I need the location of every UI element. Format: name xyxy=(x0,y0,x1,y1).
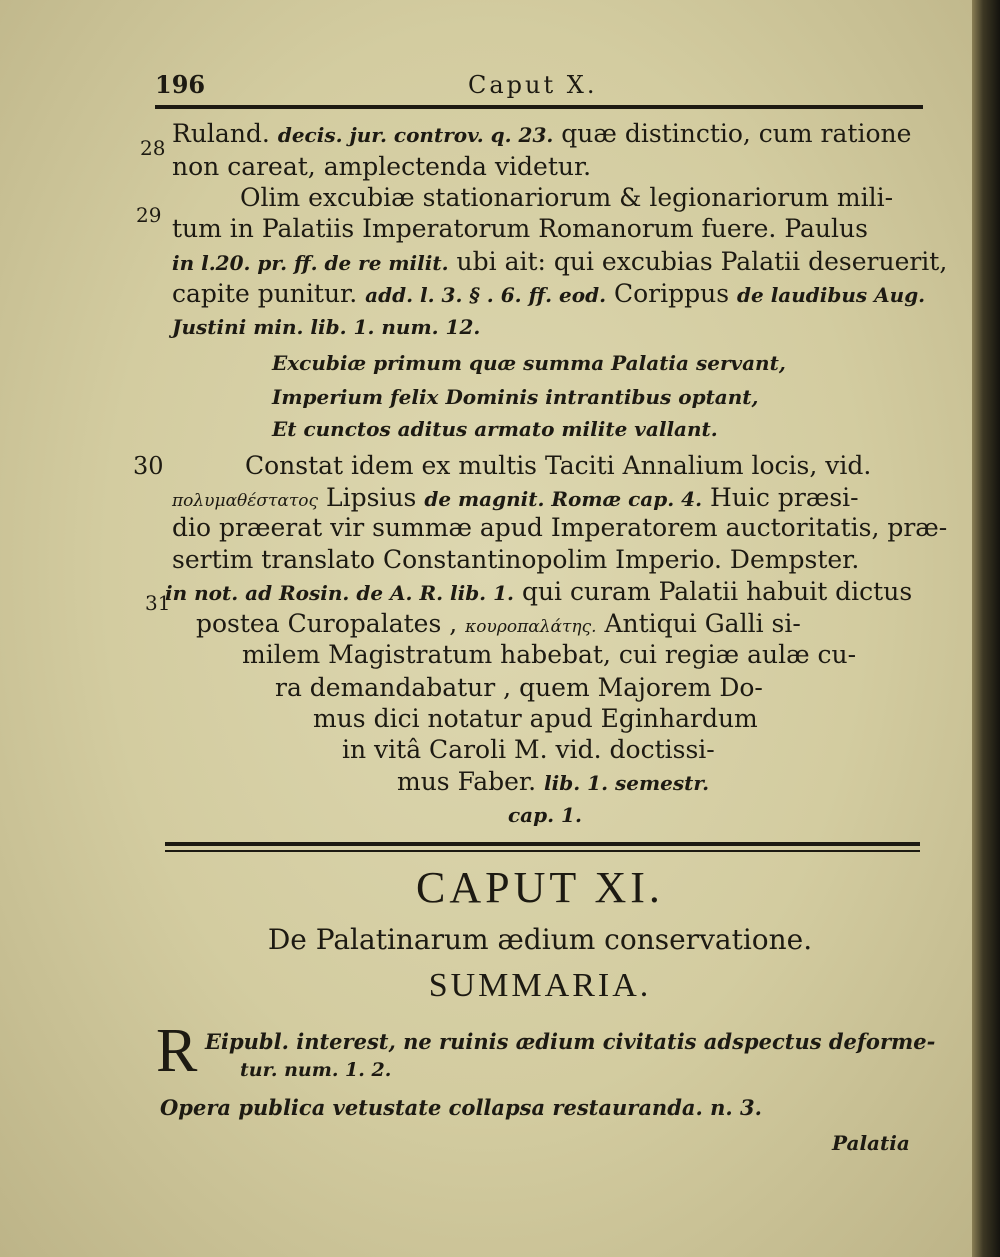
catchword: Palatia xyxy=(832,1131,910,1155)
chapter-rule xyxy=(165,842,920,846)
margin-number-29: 29 xyxy=(136,203,162,227)
margin-number-28: 28 xyxy=(140,136,166,160)
greek-word: πολυμαθέστατος xyxy=(172,491,319,511)
note30-line2 xyxy=(172,483,859,516)
text: quæ distinctio, cum ratione xyxy=(561,119,912,148)
note30-line10: in vitâ Caroli M. vid. doctissi- xyxy=(342,735,715,764)
note30-line4: sertim translato Constantinopolim Imperio. Dempster. xyxy=(172,545,860,574)
citation: add. l. 3. § . 6. ff. eod. xyxy=(365,283,607,307)
note30-line12: cap. 1. xyxy=(508,803,582,827)
book-gutter xyxy=(972,0,1000,1257)
note29-line3 xyxy=(172,247,947,278)
chapter-title: CAPUT XI. xyxy=(416,863,664,912)
running-title: Caput X. xyxy=(468,71,598,99)
text: Lipsius xyxy=(326,483,417,512)
margin-number-30: 30 xyxy=(133,452,164,480)
text: mus Faber. xyxy=(397,767,537,796)
verse-line-3: Et cunctos aditus armato milite vallant. xyxy=(272,417,718,441)
verse-line-2: Imperium felix Dominis intrantibus optant, xyxy=(272,385,759,409)
summary-item-2: Opera publica vetustate collapsa restauranda. n. 3. xyxy=(160,1095,762,1120)
text: Antiqui Galli si- xyxy=(604,609,801,638)
note30-line8: ra demandabatur , quem Majorem Do- xyxy=(275,673,763,702)
note30-line7: milem Magistratum habebat, cui regiæ aulæ cu- xyxy=(242,640,857,669)
margin-number-31: 31 xyxy=(145,591,171,615)
summary-item-1-line1: Eipubl. interest, ne ruinis ædium civitatis adspectus deforme- xyxy=(205,1029,936,1054)
note30-line1: Constat idem ex multis Taciti Annalium locis, vid. xyxy=(245,451,872,480)
chapter-rule-thin xyxy=(165,850,920,852)
chapter-subtitle: De Palatinarum ædium conservatione. xyxy=(267,923,813,956)
note29-line5: Justini min. lib. 1. num. 12. xyxy=(172,315,481,339)
note28-line1 xyxy=(172,119,911,150)
page-number: 196 xyxy=(155,70,206,99)
header-rule xyxy=(155,105,923,109)
text: capite punitur. xyxy=(172,279,358,308)
citation: in l.20. pr. ff. de re milit. xyxy=(172,251,449,275)
citation: decis. jur. controv. q. 23. xyxy=(277,123,554,147)
note30-line6 xyxy=(196,609,801,642)
note28-line2: non careat, amplectenda videtur. xyxy=(172,152,592,181)
note30-line11 xyxy=(397,767,709,798)
note29-line1: Olim excubiæ stationariorum & legionariorum mili- xyxy=(240,183,894,212)
note30-line9: mus dici notatur apud Eginhardum xyxy=(313,704,758,733)
citation: de laudibus Aug. xyxy=(737,283,926,307)
note30-line3: dio præerat vir summæ apud Imperatorem auctoritatis, præ- xyxy=(172,513,948,542)
text: Corippus xyxy=(614,279,730,308)
greek-word: κουροπαλάτης. xyxy=(465,617,597,637)
text: Ruland. xyxy=(172,119,270,148)
citation: de magnit. Romæ cap. 4. xyxy=(424,487,703,511)
verse-line-1: Excubiæ primum quæ summa Palatia servant, xyxy=(272,351,786,375)
summary-item-1-line2: tur. num. 1. 2. xyxy=(240,1059,392,1081)
text: Huic præsi- xyxy=(710,483,859,512)
drop-cap: R xyxy=(156,1017,198,1085)
text: ubi ait: qui excubias Palatii deseruerit, xyxy=(456,247,948,276)
note29-line2: tum in Palatiis Imperatorum Romanorum fuere. Paulus xyxy=(172,214,868,243)
note29-line4 xyxy=(172,279,925,310)
text: qui curam Palatii habuit dictus xyxy=(521,577,913,606)
summaria-heading: SUMMARIA. xyxy=(428,967,652,1004)
citation: in not. ad Rosin. de A. R. lib. 1. xyxy=(165,581,514,605)
citation: lib. 1. semestr. xyxy=(544,771,710,795)
text: postea Curopalates , xyxy=(196,609,458,638)
note30-line5 xyxy=(165,577,912,608)
